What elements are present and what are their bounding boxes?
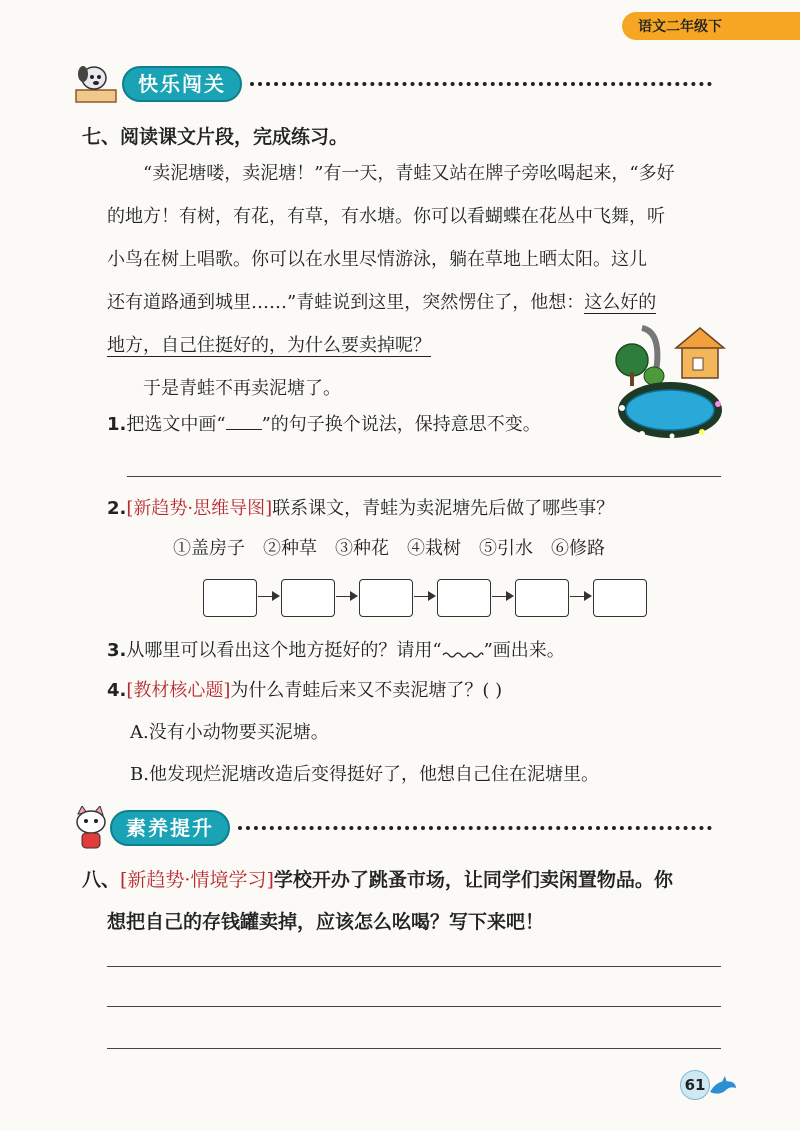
option-house: ①盖房子	[173, 538, 245, 559]
trend-tag: [新趋势·思维导图]	[126, 498, 273, 519]
option-road: ⑥修路	[551, 538, 605, 559]
answer-box[interactable]	[515, 579, 569, 617]
question-7-2	[107, 494, 614, 524]
arrow-icon	[492, 596, 512, 597]
question-text: 为什么青蛙后来又不卖泥塘了？( )	[230, 680, 503, 701]
choice-b[interactable]: B.他发现烂泥塘改造后变得挺好了，他想自己住在泥塘里。	[130, 764, 599, 785]
question-text: 把选文中画“	[126, 414, 226, 435]
answer-line[interactable]	[127, 476, 721, 477]
passage-line: 的地方！有树，有花，有草，有水塘。你可以看蝴蝶在花丛中飞舞，听	[107, 206, 665, 227]
question-number: 1.	[107, 414, 127, 435]
question-8-cont: 想把自己的存钱罐卖掉，应该怎么吆喝？写下来吧！	[107, 911, 545, 933]
passage-line: “卖泥塘喽，卖泥塘！”有一天，青蛙又站在牌子旁吆喝起来，“多好	[143, 163, 675, 184]
question-number: 八、	[82, 869, 121, 891]
option-tree: ④栽树	[407, 538, 461, 559]
answer-box[interactable]	[281, 579, 335, 617]
question-7-3	[107, 636, 565, 666]
context-tag: [新趋势·情境学习]	[120, 869, 274, 891]
underlined-sentence: 地方，自己住挺好的，为什么要卖掉呢？	[107, 335, 431, 356]
options-row	[173, 534, 605, 564]
arrow-icon	[570, 596, 590, 597]
passage-line	[107, 281, 727, 324]
core-tag: [教材核心题]	[126, 680, 231, 701]
question-8	[82, 860, 673, 900]
banner-label: 素养提升	[110, 810, 230, 846]
answer-line[interactable]	[107, 1048, 721, 1049]
dotted-divider	[250, 82, 712, 86]
wavy-line-icon	[442, 646, 484, 660]
arrow-icon	[336, 596, 356, 597]
book-label: 语文二年级下	[638, 19, 722, 35]
section-banner-happy	[72, 62, 712, 106]
question-text: 学校开办了跳蚤市场，让同学们卖闲置物品。你	[273, 869, 673, 891]
choice-a[interactable]: A.没有小动物要买泥塘。	[130, 722, 329, 743]
answer-box[interactable]	[593, 579, 647, 617]
arrow-icon	[258, 596, 278, 597]
pond-house-illustration	[612, 322, 728, 440]
underlined-sentence: 这么好的	[584, 292, 657, 313]
question-7-1	[107, 410, 541, 440]
question-number: 2.	[107, 498, 127, 519]
page-number: 61	[680, 1070, 710, 1100]
kitten-mascot-icon	[72, 806, 110, 850]
question-text: 从哪里可以看出这个地方挺好的？请用“	[126, 640, 442, 661]
question-text: 联系课文，青蛙为卖泥塘先后做了哪些事？	[272, 498, 615, 519]
underline-sample	[226, 411, 262, 430]
book-label-tab	[622, 12, 800, 40]
banner-label: 快乐闯关	[122, 66, 242, 102]
passage-line: 小鸟在树上唱歌。你可以在水里尽情游泳，躺在草地上晒太阳。这儿	[107, 249, 647, 270]
answer-box[interactable]	[203, 579, 257, 617]
arrow-icon	[414, 596, 434, 597]
section-banner-literacy	[72, 806, 712, 850]
question-7-4	[107, 676, 502, 706]
question-number: 4.	[107, 680, 127, 701]
option-water: ⑤引水	[479, 538, 533, 559]
option-flower: ③种花	[335, 538, 389, 559]
puppy-mascot-icon	[72, 62, 122, 106]
question-number: 3.	[107, 640, 127, 661]
option-grass: ②种草	[263, 538, 317, 559]
dotted-divider	[238, 826, 712, 830]
answer-line[interactable]	[107, 966, 721, 967]
passage-text: 还有道路通到城里……”青蛙说到这里，突然愣住了，他想：	[107, 292, 585, 313]
answer-line[interactable]	[107, 1006, 721, 1007]
question-text: ”的句子换个说法，保持意思不变。	[261, 414, 541, 435]
question-text: ”画出来。	[483, 640, 565, 661]
answer-box[interactable]	[437, 579, 491, 617]
sequence-boxes	[203, 579, 663, 619]
question-7-title: 七、阅读课文片段，完成练习。	[82, 126, 349, 148]
answer-box[interactable]	[359, 579, 413, 617]
passage-line: 于是青蛙不再卖泥塘了。	[143, 378, 341, 399]
dolphin-icon	[708, 1074, 738, 1098]
